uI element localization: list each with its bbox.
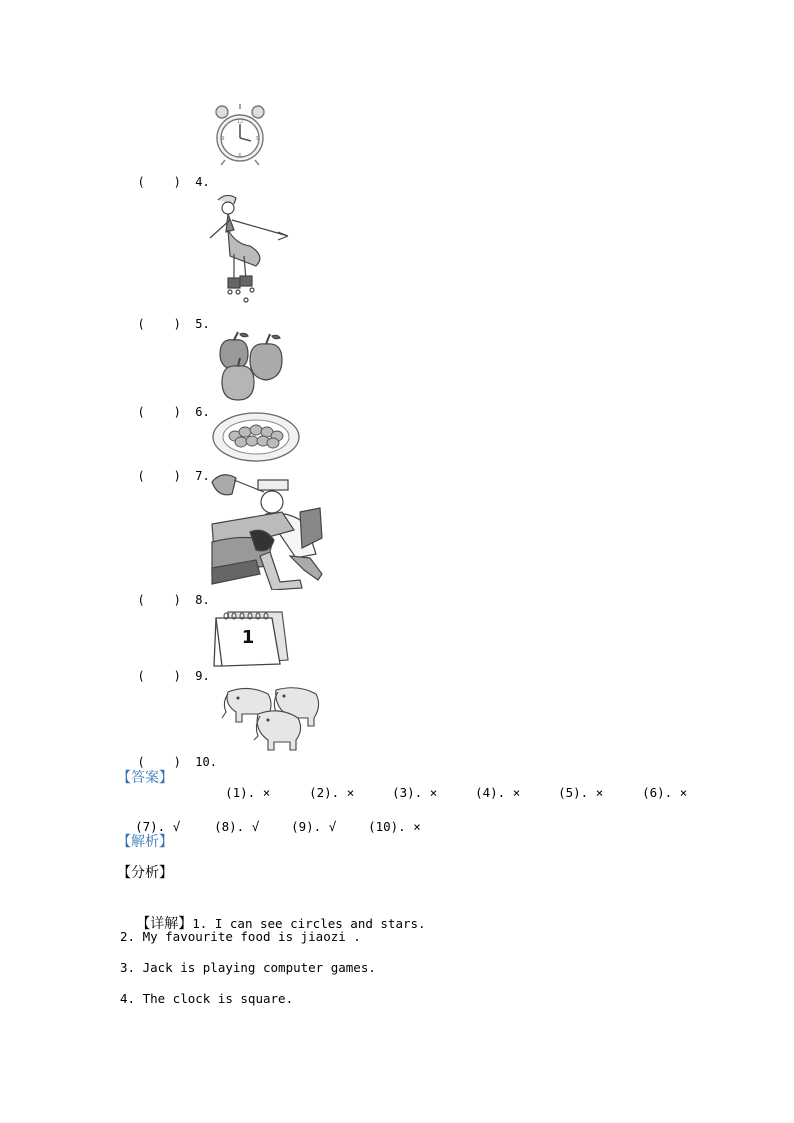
apples-picture: [216, 330, 286, 402]
detail-line-2: 2. My favourite food is jiaozi .: [120, 929, 361, 944]
svg-text:6: 6: [238, 153, 242, 159]
question-number: 9.: [195, 669, 210, 683]
dentist-and-patient-picture: [210, 472, 324, 590]
calendar-digit: 1: [241, 627, 255, 648]
detail-line-4: 4. The clock is square.: [120, 991, 294, 1006]
answer-item-5: (5). ×: [558, 785, 604, 800]
detail-line-1: 【详解】1. I can see circles and stars.: [136, 916, 426, 932]
answer-item-4: (4). ×: [475, 785, 521, 800]
answer-mark: ×: [346, 785, 355, 800]
answer-bracket[interactable]: ( ): [137, 317, 181, 331]
answer-mark: ×: [512, 785, 521, 800]
question-4: [123, 161, 210, 189]
question-9: [123, 655, 210, 683]
detail-line-3: 3. Jack is playing computer games.: [120, 960, 376, 975]
answer-bracket[interactable]: ( ): [137, 755, 181, 769]
question-number: 10.: [195, 755, 217, 769]
plate-of-jiaozi-picture: [211, 410, 301, 464]
answer-mark: √: [172, 819, 181, 834]
answer-label: 【答案】: [117, 770, 173, 786]
answer-item-8: (8). √: [214, 819, 260, 834]
answer-item-7: (7). √: [135, 819, 181, 834]
question-number: 7.: [195, 469, 210, 483]
answer-mark: ×: [262, 785, 271, 800]
desk-calendar-picture: [212, 606, 290, 668]
answer-bracket[interactable]: ( ): [137, 669, 181, 683]
answer-mark: ×: [429, 785, 438, 800]
answer-item-2: (2). ×: [309, 785, 355, 800]
question-10: [123, 741, 217, 769]
answer-bracket[interactable]: ( ): [137, 593, 181, 607]
question-number: 4.: [195, 175, 210, 189]
answer-mark: ×: [595, 785, 604, 800]
answer-item-6: (6). ×: [642, 785, 688, 800]
svg-text:9: 9: [221, 136, 225, 142]
alarm-clock-picture: [213, 102, 267, 166]
question-number: 5.: [195, 317, 210, 331]
question-number: 8.: [195, 593, 210, 607]
elephants-picture: [220, 684, 324, 754]
answer-mark: √: [251, 819, 260, 834]
answer-item-1: (1). ×: [225, 785, 271, 800]
question-number: 6.: [195, 405, 210, 419]
answer-item-10: (10). ×: [368, 819, 421, 834]
answer-mark: ×: [679, 785, 688, 800]
svg-text:3: 3: [255, 136, 259, 142]
detail-label: 【详解】: [136, 916, 193, 932]
analysis-label: 【解析】: [117, 834, 173, 850]
question-7: [123, 455, 210, 483]
girl-roller-skating-picture: [208, 192, 292, 306]
answer-bracket[interactable]: ( ): [137, 469, 181, 483]
question-6: [123, 391, 210, 419]
answer-item-9: (9). √: [291, 819, 337, 834]
answer-mark: √: [328, 819, 337, 834]
svg-text:12: 12: [236, 119, 244, 125]
answer-item-3: (3). ×: [392, 785, 438, 800]
fenxi-label: 【分析】: [117, 865, 173, 881]
answer-bracket[interactable]: ( ): [137, 405, 181, 419]
question-8: [123, 579, 210, 607]
question-5: [123, 303, 210, 331]
answer-bracket[interactable]: ( ): [137, 175, 181, 189]
answer-mark: ×: [413, 819, 421, 834]
